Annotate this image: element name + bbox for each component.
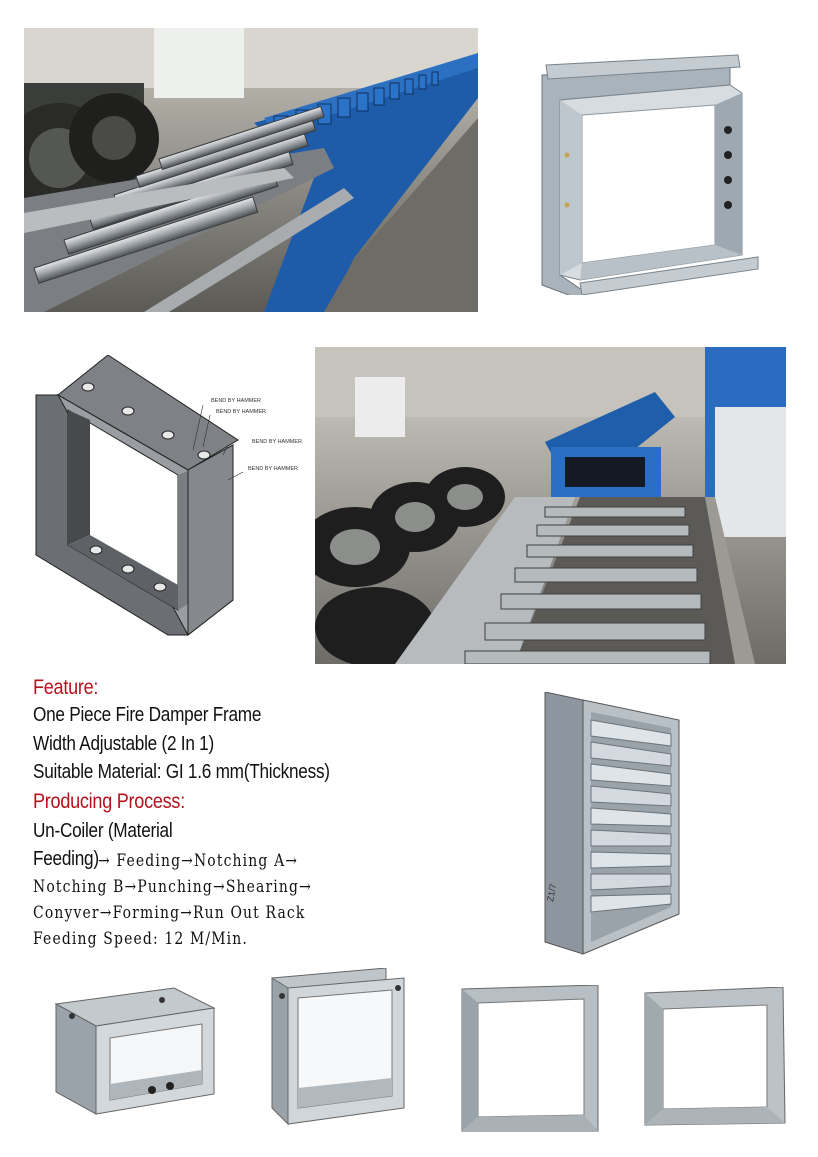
drawing-annotation-1: BEND BY HAMMER — [211, 398, 262, 404]
process-line-5: Feeding Speed: 12 M/Min. — [33, 929, 248, 949]
frame-sample-3 — [460, 985, 602, 1133]
damper-frame-photo — [520, 45, 760, 295]
process-line-4: Conyver→Forming→Run Out Rack — [33, 903, 306, 923]
frame-sample-4 — [643, 987, 787, 1126]
process-line-1: Un-Coiler (Material — [33, 820, 173, 842]
roll-forming-line-photo-1 — [24, 28, 478, 312]
feature-item-1: One Piece Fire Damper Frame — [33, 704, 262, 726]
drawing-annotation-4: BEND BY HAMMER — [248, 466, 299, 472]
fire-damper-photo — [543, 692, 683, 957]
drawing-annotation-3: BEND BY HAMMER — [252, 439, 303, 445]
frame-sample-2 — [268, 968, 408, 1128]
drawing-annotation-2: BEND BY HAMMER — [216, 409, 267, 415]
feature-item-3: Suitable Material: GI 1.6 mm(Thickness) — [33, 761, 330, 783]
feature-heading: Feature: — [33, 676, 99, 699]
process-line-2-start: Feeding) — [33, 848, 99, 870]
process-line-2-rest: → Feeding→Notching A→ — [98, 851, 299, 871]
feature-item-2: Width Adjustable (2 In 1) — [33, 733, 214, 755]
damper-marking: Z1/7 — [545, 882, 559, 903]
cad-frame-drawing — [28, 355, 318, 645]
process-line-3: Notching B→Punching→Shearing→ — [33, 877, 312, 897]
process-heading: Producing Process: — [33, 790, 185, 813]
roll-forming-line-photo-2 — [315, 347, 786, 664]
frame-sample-1 — [52, 986, 218, 1118]
